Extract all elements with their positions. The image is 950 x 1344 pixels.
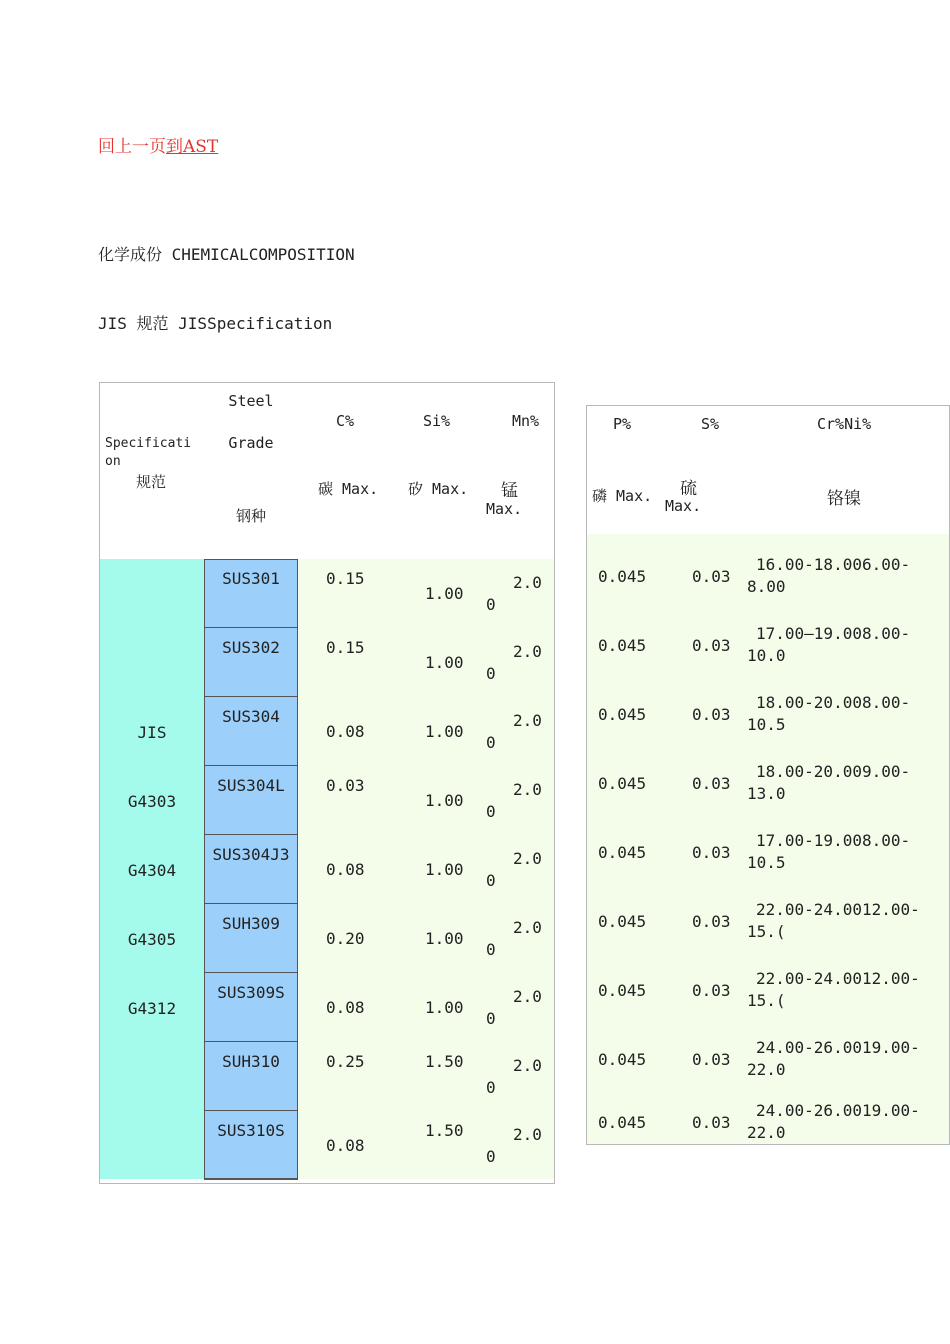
- spec-label: G4304: [127, 861, 177, 880]
- si-value: 1.00: [425, 791, 464, 810]
- si-header: Si%: [423, 412, 451, 430]
- crni-header-cn: 铬镍: [827, 489, 861, 509]
- c-header: C%: [336, 412, 355, 430]
- grade-cell: SUH310: [204, 1042, 298, 1111]
- s-value: 0.03: [692, 1113, 731, 1132]
- crni-value-line2: 15.(: [747, 991, 786, 1010]
- p-value: 0.045: [598, 843, 647, 862]
- back-link-text: 回上一页: [98, 137, 166, 157]
- crni-value-line1: 24.00-26.0019.00-: [756, 1038, 920, 1057]
- mn-value-wrap: 0: [486, 1147, 496, 1166]
- c-value: 0.15: [326, 638, 365, 657]
- mn-value-wrap: 0: [486, 871, 496, 890]
- crni-value-line2: 8.00: [747, 577, 786, 596]
- mn-value-wrap: 0: [486, 802, 496, 821]
- mn-value-wrap: 0: [486, 595, 496, 614]
- spec-header-line1: Specificati: [105, 436, 192, 451]
- mn-value: 2.0: [513, 987, 542, 1006]
- mn-header: Mn%: [512, 412, 540, 430]
- spec-label: G4305: [127, 930, 177, 949]
- crni-value-line2: 10.0: [747, 646, 786, 665]
- crni-value-line2: 10.5: [747, 715, 786, 734]
- spec-label: G4303: [127, 792, 177, 811]
- grade-header-line1: Steel: [228, 392, 274, 410]
- mn-value: 2.0: [513, 711, 542, 730]
- grade-cell: SUS304: [204, 697, 298, 766]
- grade-cell: SUS310S: [204, 1111, 298, 1180]
- si-value: 1.00: [425, 653, 464, 672]
- spec-label: G4312: [127, 999, 177, 1018]
- p-value: 0.045: [598, 705, 647, 724]
- crni-value-line1: 22.00-24.0012.00-: [756, 969, 920, 988]
- s-header-cn: 硫: [680, 479, 697, 499]
- s-header: S%: [701, 415, 720, 433]
- mn-value: 2.0: [513, 780, 542, 799]
- c-value: 0.15: [326, 569, 365, 588]
- s-value: 0.03: [692, 705, 731, 724]
- crni-value-line2: 13.0: [747, 784, 786, 803]
- spec-label: JIS: [137, 723, 167, 742]
- mn-value-wrap: 0: [486, 940, 496, 959]
- c-value: 0.08: [326, 722, 365, 741]
- grade-header-line2: Grade: [228, 434, 274, 452]
- grade-cell: SUS302: [204, 628, 298, 697]
- left-table-header: [100, 383, 554, 559]
- s-header-max: Max.: [665, 497, 702, 515]
- si-header-cn: 矽 Max.: [408, 480, 469, 498]
- crni-value-line1: 16.00-18.006.00-: [756, 555, 911, 574]
- p-header-cn: 磷 Max.: [592, 487, 653, 505]
- jis-heading: JIS 规范 JISSpecification: [98, 314, 333, 333]
- grade-cell: SUS301: [204, 559, 298, 628]
- p-value: 0.045: [598, 774, 647, 793]
- right-composition-table: [586, 405, 950, 1145]
- si-value: 1.00: [425, 929, 464, 948]
- s-value: 0.03: [692, 636, 731, 655]
- mn-value-wrap: 0: [486, 664, 496, 683]
- c-value: 0.08: [326, 998, 365, 1017]
- s-value: 0.03: [692, 567, 731, 586]
- crni-value-line2: 15.(: [747, 922, 786, 941]
- si-value: 1.00: [425, 584, 464, 603]
- c-value: 0.08: [326, 860, 365, 879]
- mn-value-wrap: 0: [486, 1078, 496, 1097]
- mn-value-wrap: 0: [486, 1009, 496, 1028]
- si-value: 1.50: [425, 1052, 464, 1071]
- c-value: 0.20: [326, 929, 365, 948]
- c-header-cn: 碳 Max.: [318, 480, 379, 498]
- p-value: 0.045: [598, 636, 647, 655]
- s-value: 0.03: [692, 1050, 731, 1069]
- grade-header-cn: 钢种: [235, 507, 266, 525]
- mn-value-wrap: 0: [486, 733, 496, 752]
- mn-value: 2.0: [513, 918, 542, 937]
- si-value: 1.50: [425, 1121, 464, 1140]
- grade-cell: SUS309S: [204, 973, 298, 1042]
- c-value: 0.25: [326, 1052, 365, 1071]
- back-link-anchor[interactable]: 到AST: [166, 137, 219, 157]
- s-value: 0.03: [692, 981, 731, 1000]
- crni-value-line1: 18.00-20.009.00-: [756, 762, 911, 781]
- p-value: 0.045: [598, 1050, 647, 1069]
- mn-header-max: Max.: [486, 500, 523, 518]
- spec-header-cn: 规范: [136, 473, 167, 491]
- c-value: 0.08: [326, 1136, 365, 1155]
- p-header: P%: [613, 415, 632, 433]
- crni-value-line2: 22.0: [747, 1060, 786, 1079]
- grade-cell: SUS304L: [204, 766, 298, 835]
- spec-header-line2: on: [105, 454, 121, 469]
- mn-value: 2.0: [513, 1056, 542, 1075]
- grade-cell: SUH309: [204, 904, 298, 973]
- mn-value: 2.0: [513, 573, 542, 592]
- chemical-heading: 化学成份 CHEMICALCOMPOSITION: [98, 245, 355, 264]
- left-composition-table: [99, 382, 555, 1184]
- crni-value-line2: 22.0: [747, 1123, 786, 1142]
- mn-value: 2.0: [513, 1125, 542, 1144]
- si-value: 1.00: [425, 998, 464, 1017]
- mn-value: 2.0: [513, 642, 542, 661]
- p-value: 0.045: [598, 1113, 647, 1132]
- c-value: 0.03: [326, 776, 365, 795]
- crni-value-line1: 17.00—19.008.00-: [756, 624, 911, 643]
- grade-cell: SUS304J3: [204, 835, 298, 904]
- p-value: 0.045: [598, 981, 647, 1000]
- p-value: 0.045: [598, 912, 647, 931]
- mn-value: 2.0: [513, 849, 542, 868]
- s-value: 0.03: [692, 912, 731, 931]
- crni-header: Cr%Ni%: [817, 415, 872, 433]
- s-value: 0.03: [692, 774, 731, 793]
- crni-value-line1: 24.00-26.0019.00-: [756, 1101, 920, 1120]
- crni-value-line1: 22.00-24.0012.00-: [756, 900, 920, 919]
- crni-value-line2: 10.5: [747, 853, 786, 872]
- si-value: 1.00: [425, 860, 464, 879]
- p-value: 0.045: [598, 567, 647, 586]
- back-link[interactable]: [98, 132, 218, 157]
- si-value: 1.00: [425, 722, 464, 741]
- s-value: 0.03: [692, 843, 731, 862]
- mn-header-cn: 锰: [501, 481, 518, 501]
- crni-value-line1: 17.00-19.008.00-: [756, 831, 911, 850]
- crni-value-line1: 18.00-20.008.00-: [756, 693, 911, 712]
